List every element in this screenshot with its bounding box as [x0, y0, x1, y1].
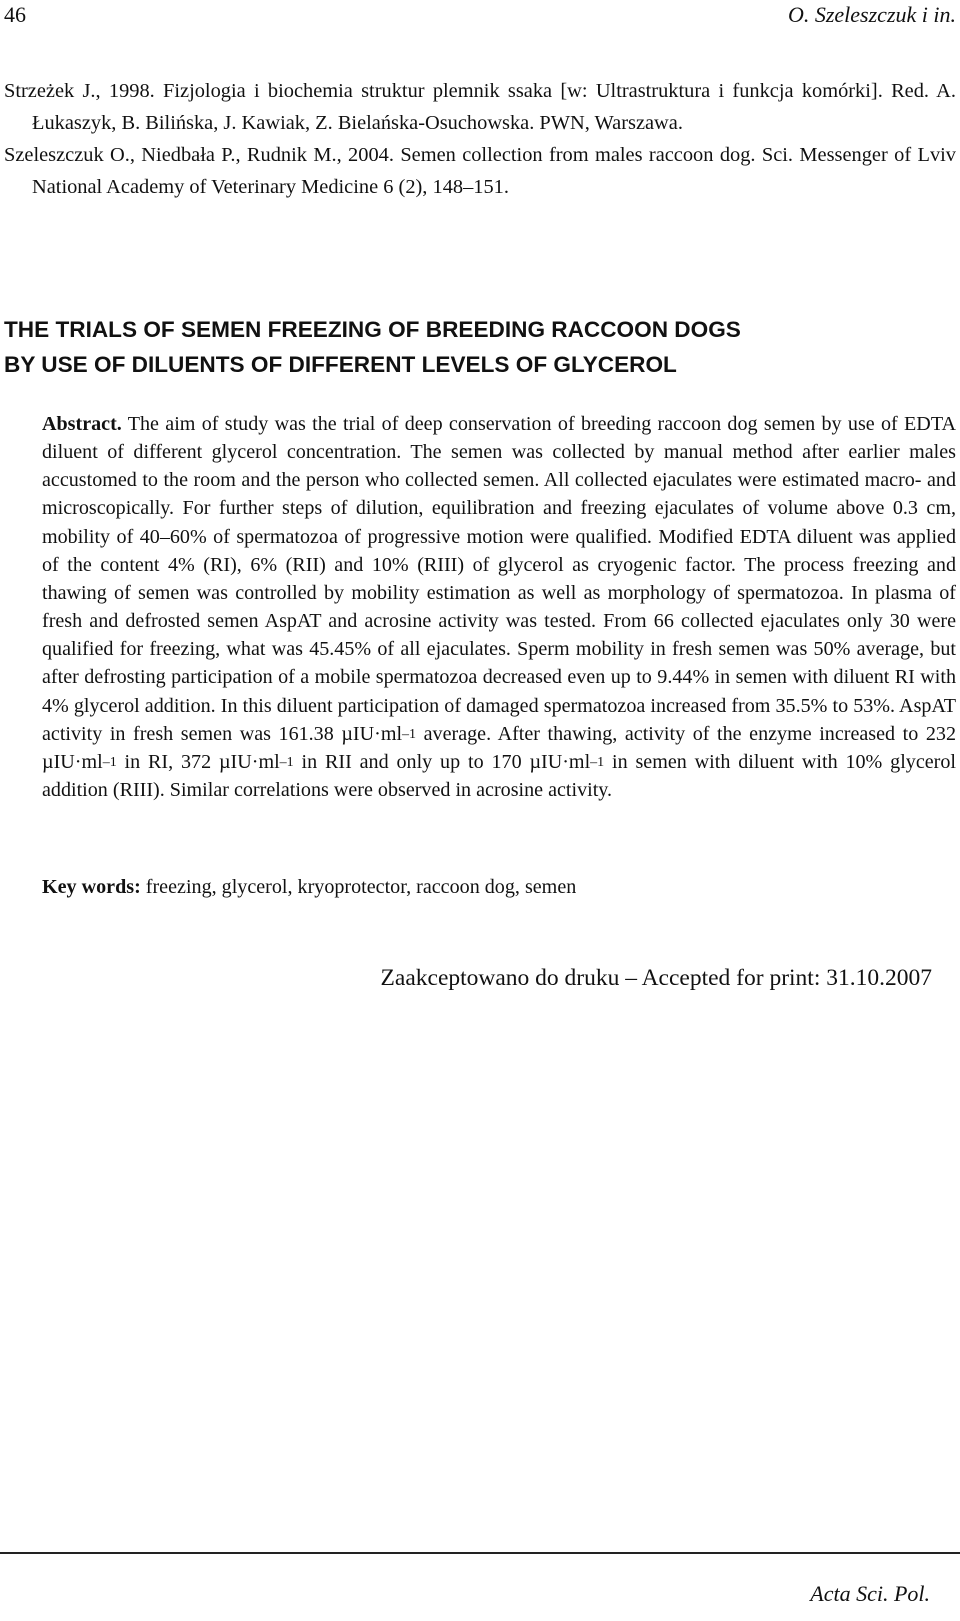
unit-exponent: –1 — [102, 754, 117, 770]
unit-exponent: –1 — [590, 754, 605, 770]
running-head: O. Szeleszczuk i in. — [787, 2, 956, 27]
abstract-text: in semen with diluent with 10% glycerol addition (RIII). Similar correlations were observed in acrosine activity. — [42, 750, 956, 802]
abstract-text: The aim of study was the trial of deep conservation of breeding raccoon dog semen by use of EDTA diluent of different glycerol concentration. The semen was collected by manual method after earlier males accustomed to the room and the person who collected semen. All collected ejaculates were estimated macro- and microscopically. For further steps of dilution, equilibration and freezing ejaculates of volume above 0.3 cm, mobility of 40–60% of spermatozoa of progressive motion were qualified. Modified EDTA diluent was applied of the content 4% (RI), 6% (RII) and 10% (RIII) of glycerol as cryogenic factor. The process freezing and thawing of semen was controlled by mobility estimation as well as morphology of spermatozoa. In plasma of fresh and defrosted semen AspAT and acrosine activity was tested. From 66 collected ejaculates only 30 were qualified for freezing, what was 45.45% of all ejaculates. Sperm mobility in fresh semen was 50% average, but after defrosting participation of a mobile spermatozoa decreased even up to 9.44% in semen with diluent RI with 4% glycerol addition. In this diluent participation of damaged spermatozoa increased from 35.5% to 53%. AspAT activity in fresh semen was 161.38 µIU·ml — [42, 413, 956, 745]
abstract-paragraph — [42, 410, 956, 804]
keywords — [42, 873, 956, 901]
english-title-line: BY USE OF DILUENTS OF DIFFERENT LEVELS OF GLYCEROL — [4, 352, 677, 377]
footer-journal-name: Acta Sci. Pol. — [810, 1581, 930, 1606]
reference-list — [4, 75, 956, 203]
reference-item: Strzeżek J., 1998. Fizjologia i biochemia struktur plemnik ssaka [w: Ultrastruktura i funkcja komórki]. Red. A. Łukaszyk, B. Bilińska, J. Kawiak, Z. Bielańska-Osuchowska. PWN, Warszawa. — [4, 80, 956, 134]
abstract-text: in RI, 372 µIU·ml — [116, 750, 280, 773]
reference-item: Szeleszczuk O., Niedbała P., Rudnik M., 2004. Semen collection from males raccoon dog. Sci. Messenger of Lviv National Academy of Veterinary Medicine 6 (2), 148–151. — [4, 144, 956, 198]
english-title — [4, 312, 956, 382]
keywords-label: Key words: — [42, 876, 141, 898]
keywords-text: freezing, glycerol, kryoprotector, raccoon dog, semen — [140, 876, 577, 898]
page-number: 46 — [4, 2, 26, 27]
unit-exponent: –1 — [279, 754, 294, 770]
abstract-text: average. After thawing, activity of the enzyme increased to 232 µIU·ml — [42, 722, 956, 773]
footer-rule — [0, 1552, 960, 1554]
abstract-text: in RII and only up to 170 µIU·ml — [293, 750, 591, 773]
english-title-line: THE TRIALS OF SEMEN FREEZING OF BREEDING RACCOON DOGS — [4, 317, 741, 342]
abstract-label: Abstract. — [42, 413, 122, 435]
accepted-date: Zaakceptowano do druku – Accepted for print: 31.10.2007 — [380, 965, 932, 991]
unit-exponent: –1 — [402, 726, 417, 742]
